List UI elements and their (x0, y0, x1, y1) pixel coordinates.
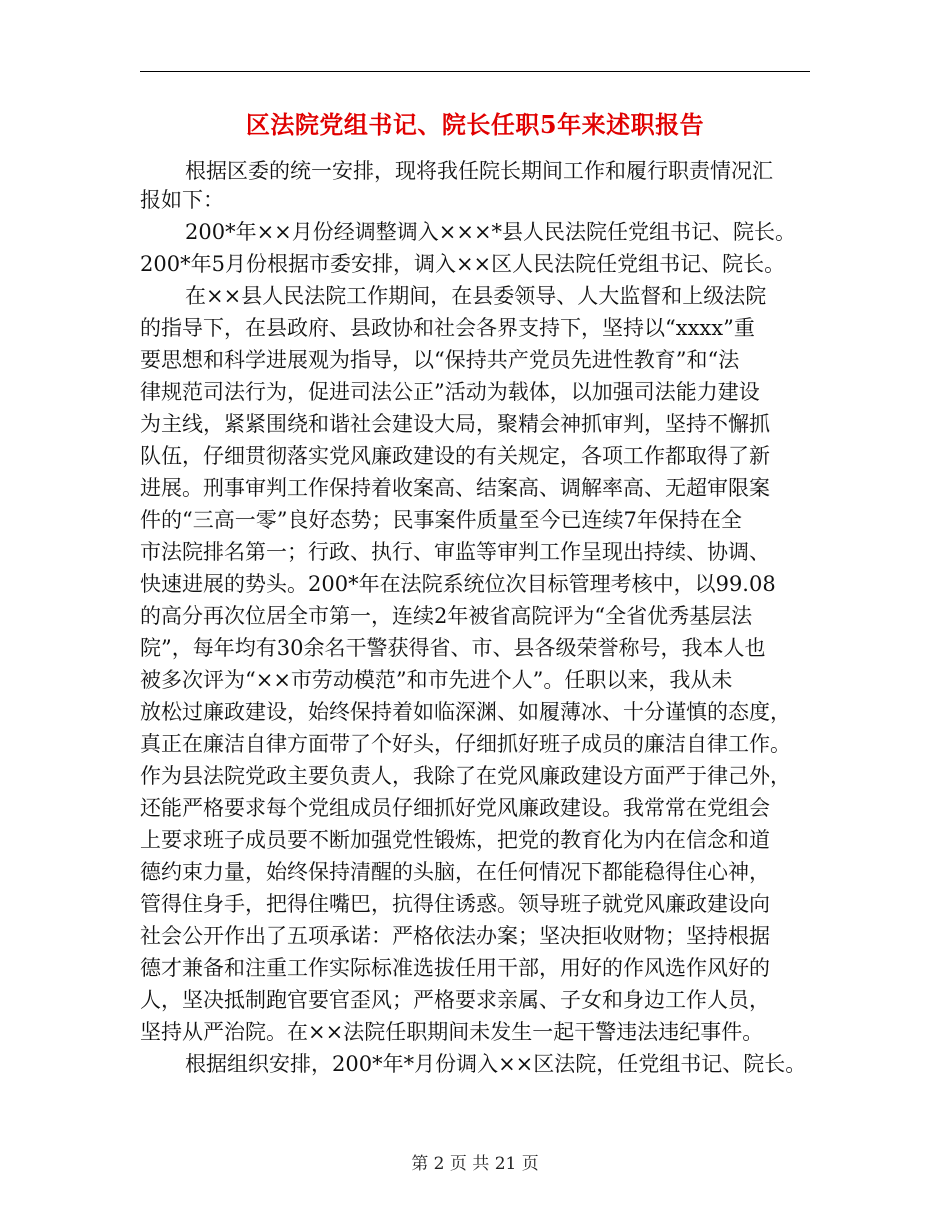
text-line: 德才兼备和注重工作实际标准选拔任用干部，用好的作风选作风好的 (140, 956, 770, 980)
text-line: 200*年××月份经调整调入×××*县人民法院任党组书记、院长。 (185, 220, 797, 244)
text-line: 上要求班子成员要不断加强党性锻炼，把党的教育化为内在信念和道 (140, 828, 770, 852)
text-line: 管得住身手，把得住嘴巴，抗得住诱惑。领导班子就党风廉政建设向 (140, 892, 770, 916)
text-line: 坚持从严治院。在××法院任职期间未发生一起干警违法违纪事件。 (140, 1020, 764, 1044)
text-line: 放松过廉政建设，始终保持着如临深渊、如履薄冰、十分谨慎的态度， (140, 700, 791, 724)
text-line: 快速进展的势头。200*年在法院系统位次目标管理考核中，以99.08 (140, 572, 776, 596)
text-line: 的高分再次位居全市第一，连续2年被省高院评为“全省优秀基层法 (140, 604, 753, 628)
text-line: 作为县法院党政主要负责人，我除了在党风廉政建设方面严于律己外， (140, 764, 791, 788)
text-line: 队伍，仔细贯彻落实党风廉政建设的有关规定，各项工作都取得了新 (140, 444, 770, 468)
text-line: 德约束力量，始终保持清醒的头脑，在任何情况下都能稳得住心神， (140, 860, 770, 884)
text-line: 真正在廉洁自律方面带了个好头，仔细抓好班子成员的廉洁自律工作。 (140, 732, 791, 756)
text-line: 进展。刑事审判工作保持着收案高、结案高、调解率高、无超审限案 (140, 476, 770, 500)
text-line: 在××县人民法院工作期间，在县委领导、人大监督和上级法院 (185, 284, 767, 308)
text-line: 的指导下，在县政府、县政协和社会各界支持下，坚持以“xxxx”重 (140, 316, 755, 340)
text-line: 市法院排名第一；行政、执行、审监等审判工作呈现出持续、协调、 (140, 540, 770, 564)
text-line: 报如下： (140, 188, 224, 212)
text-line: 院”，每年均有30余名干警获得省、市、县各级荣誉称号，我本人也 (140, 636, 766, 660)
text-line: 200*年5月份根据市委安排，调入××区人民法院任党组书记、院长。 (140, 252, 786, 276)
text-line: 根据组织安排，200*年*月份调入××区法院，任党组书记、院长。 (185, 1052, 807, 1076)
text-line: 根据区委的统一安排，现将我任院长期间工作和履行职责情况汇 (185, 159, 773, 183)
text-line: 社会公开作出了五项承诺：严格依法办案；坚决拒收财物；坚持根据 (140, 924, 770, 948)
page-footer: 第 2 页 共 21 页 (411, 1154, 539, 1174)
text-line: 律规范司法行为，促进司法公正”活动为载体，以加强司法能力建设 (140, 380, 760, 404)
text-line: 件的“三高一零”良好态势；民事案件质量至今已连续7年保持在全 (140, 508, 742, 532)
document-title: 区法院党组书记、院长任职5年来述职报告 (245, 110, 705, 139)
header-rule (140, 71, 810, 72)
text-line: 要思想和科学进展观为指导，以“保持共产党员先进性教育”和“法 (140, 348, 740, 372)
text-line: 为主线，紧紧围绕和谐社会建设大局，聚精会神抓审判，坚持不懈抓 (140, 412, 770, 436)
text-line: 人，坚决抵制跑官要官歪风；严格要求亲属、子女和身边工作人员， (140, 988, 770, 1012)
text-line: 还能严格要求每个党组成员仔细抓好党风廉政建设。我常常在党组会 (140, 796, 770, 820)
text-line: 被多次评为“××市劳动模范”和市先进个人”。任职以来，我从未 (140, 668, 733, 692)
